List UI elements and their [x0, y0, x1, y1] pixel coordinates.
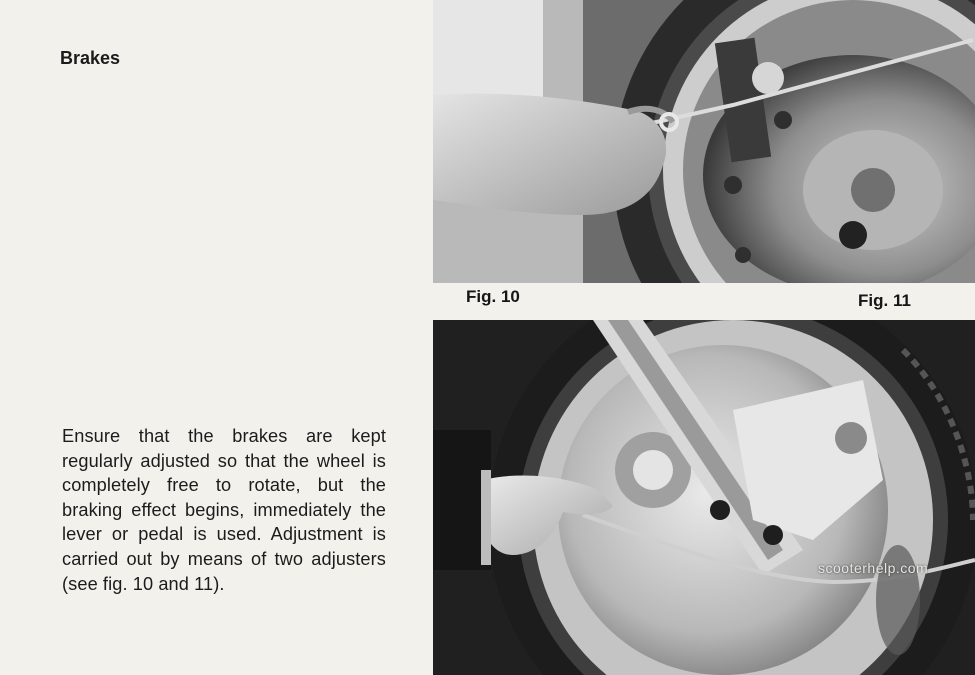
- figure-10-caption: Fig. 10: [466, 287, 520, 306]
- watermark-text: scooterhelp.com: [818, 560, 929, 576]
- section-heading: Brakes: [60, 48, 121, 68]
- body-paragraph: Ensure that the brakes are kept regularly adjusted so that the wheel is completely free to rotate, but the braking effect begins, immediately the lever or pedal is used. Adjustment is carried out by means of two adjusters (see fig. 10 and 11).: [62, 426, 386, 594]
- figure-11-photo: [433, 320, 975, 675]
- figure-10-photo: [433, 0, 975, 283]
- figure-11-caption: Fig. 11: [858, 291, 911, 310]
